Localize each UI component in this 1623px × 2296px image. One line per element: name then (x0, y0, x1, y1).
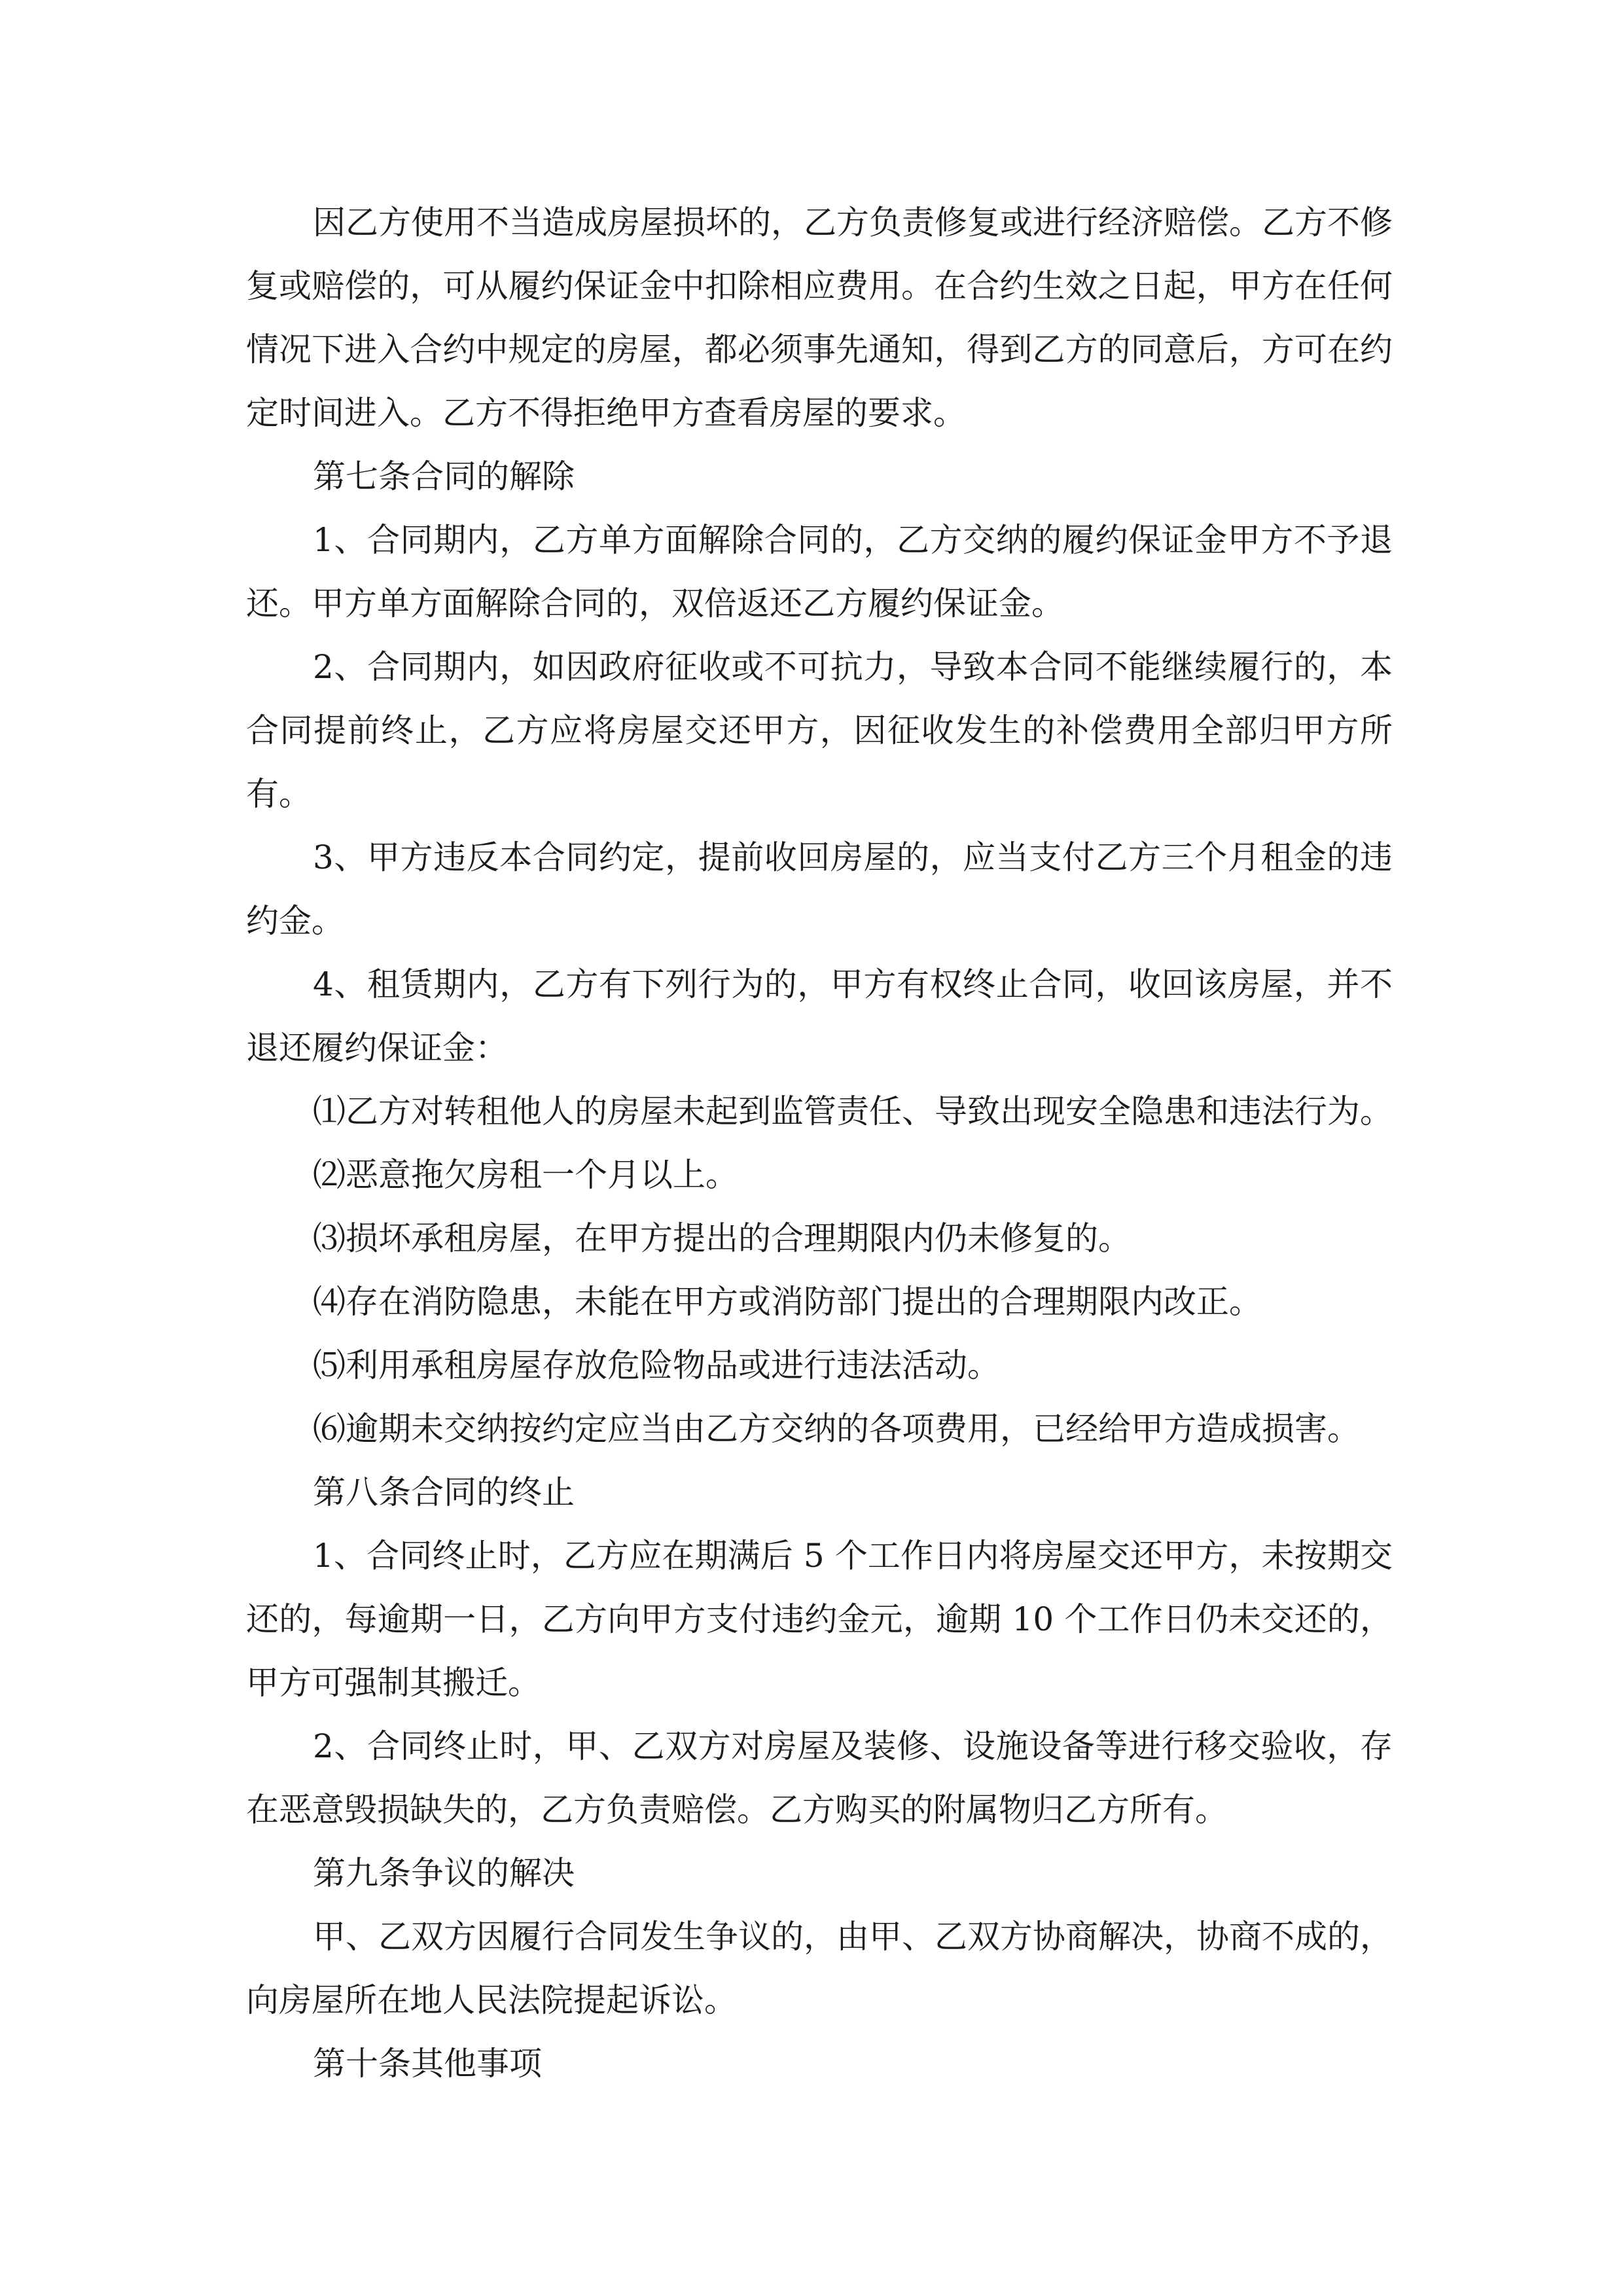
heading-article-7: 第七条合同的解除 (313, 457, 575, 495)
list-item-2: ⑵恶意拖欠房租一个月以上。 (313, 1156, 738, 1194)
list-item-5: ⑸利用承租房屋存放危险物品或进行违法活动。 (313, 1346, 1000, 1384)
list-item-3: ⑶损坏承租房屋，在甲方提出的合理期限内仍未修复的。 (313, 1219, 1131, 1257)
clause-8-1: 1、合同终止时，乙方应在期满后 5 个工作日内将房屋交还甲方，未按期交还的，每逾期一日，乙方向甲方支付违约金元，逾期 10 个工作日仍未交还的，甲方可强制其搬迁。 (246, 1537, 1393, 1702)
clause-7-2: 2、合同期内，如因政府征收或不可抗力，导致本合同不能继续履行的，本合同提前终止，乙方应将房屋交还甲方，因征收发生的补偿费用全部归甲方所有。 (246, 648, 1393, 813)
heading-article-10: 第十条其他事项 (313, 2045, 542, 2083)
heading-article-9: 第九条争议的解决 (313, 1854, 575, 1892)
clause-9-body: 甲、乙双方因履行合同发生争议的，由甲、乙双方协商解决，协商不成的，向房屋所在地人民法院提起诉讼。 (246, 1918, 1393, 2019)
clause-7-4: 4、租赁期内，乙方有下列行为的，甲方有权终止合同，收回该房屋，并不退还履约保证金： (246, 965, 1393, 1067)
list-item-1: ⑴乙方对转租他人的房屋未起到监管责任、导致出现安全隐患和违法行为。 (313, 1092, 1393, 1130)
list-item-6: ⑹逾期未交纳按约定应当由乙方交纳的各项费用，已经给甲方造成损害。 (313, 1410, 1360, 1448)
clause-7-3: 3、甲方违反本合同约定，提前收回房屋的，应当支付乙方三个月租金的违约金。 (246, 838, 1393, 940)
clause-8-2: 2、合同终止时，甲、乙双方对房屋及装修、设施设备等进行移交验收，存在恶意毁损缺失的，乙方负责赔偿。乙方购买的附属物归乙方所有。 (246, 1727, 1393, 1829)
list-item-4: ⑷存在消防隐患，未能在甲方或消防部门提出的合理期限内改正。 (313, 1283, 1262, 1321)
document-body (246, 191, 1393, 2096)
paragraph-damage-liability: 因乙方使用不当造成房屋损坏的，乙方负责修复或进行经济赔偿。乙方不修复或赔偿的，可从履约保证金中扣除相应费用。在合约生效之日起，甲方在任何情况下进入合约中规定的房屋，都必须事先通知，得到乙方的同意后，方可在约定时间进入。乙方不得拒绝甲方查看房屋的要求。 (246, 204, 1393, 432)
clause-7-1: 1、合同期内，乙方单方面解除合同的，乙方交纳的履约保证金甲方不予退还。甲方单方面解除合同的，双倍返还乙方履约保证金。 (246, 521, 1393, 622)
heading-article-8: 第八条合同的终止 (313, 1473, 575, 1511)
